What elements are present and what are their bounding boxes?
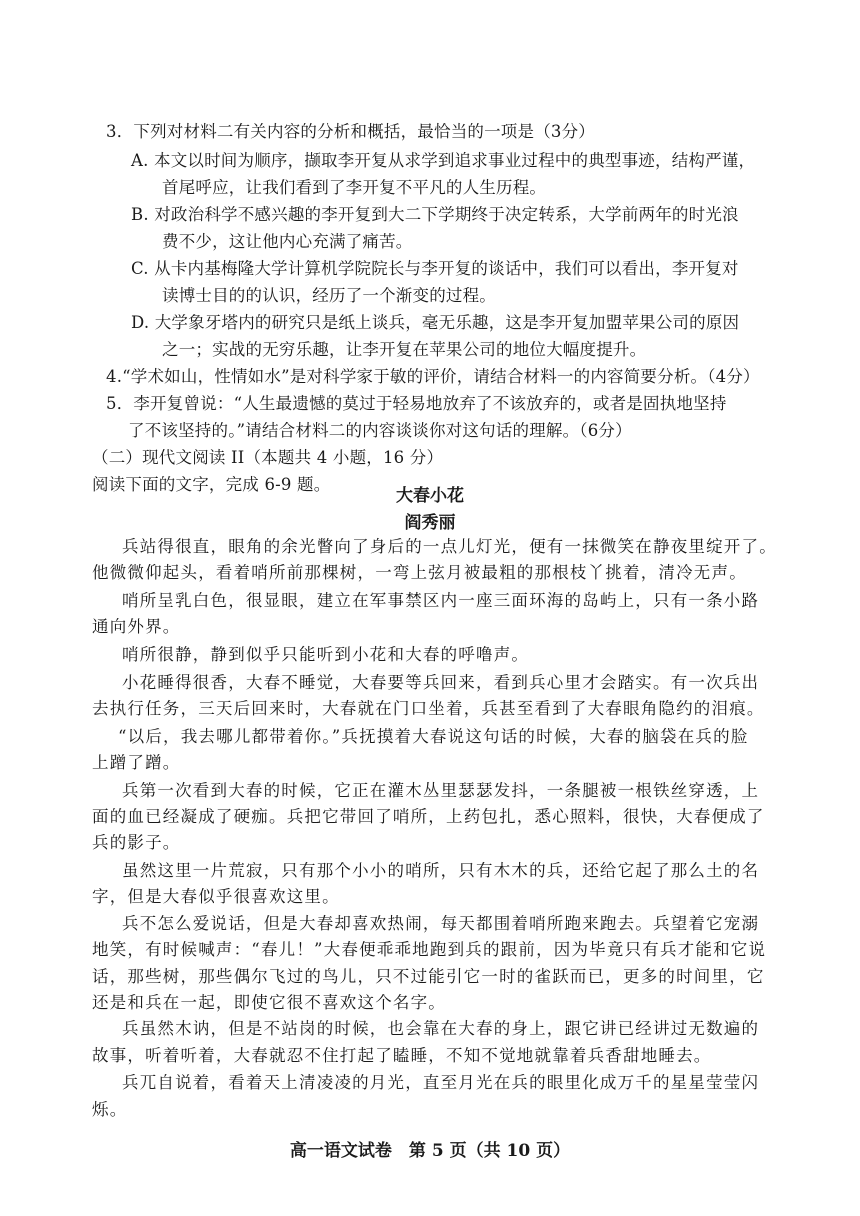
article-line: 字，但是大春似乎很喜欢这里。 — [92, 887, 340, 906]
question-3-option-c-line1: C. 从卡内基梅隆大学计算机学院院长与李开复的谈话中，我们可以看出，李开复对 — [131, 259, 739, 278]
article-line: 话，那些树，那些偶尔飞过的鸟儿，只不过能引它一时的雀跃而已，更多的时间里，它 — [92, 967, 765, 986]
article-line: 小花睡得很香，大春不睡觉，大春要等兵回来，看到兵心里才会踏实。有一次兵出 — [122, 673, 760, 692]
article-line: 去执行任务，三天后回来时，大春就在门口坐着，兵甚至看到了大春眼角隐约的泪痕。 — [92, 699, 765, 718]
article-line: 地笑，有时候喊声：“春儿！”大春便乖乖地跑到兵的跟前，因为毕竟只有兵才能和它说 — [92, 940, 767, 959]
question-5-line2: 了不该坚持的。”请结合材料二的内容谈谈你对这句话的理解。（6分） — [128, 421, 632, 440]
page-footer: 高一语文试卷 第 5 页（共 10 页） — [289, 1141, 571, 1161]
article-author: 阎秀丽 — [404, 513, 456, 533]
article-line: 兵虽然木讷，但是不站岗的时候，也会靠在大春的身上，跟它讲已经讲过无数遍的 — [122, 1019, 760, 1038]
article-line: 兵第一次看到大春的时候，它正在灌木丛里瑟瑟发抖，一条腿被一根铁丝穿透，上 — [122, 781, 760, 800]
section-heading: （二）现代文阅读 II（本题共 4 小题，16 分） — [92, 448, 444, 467]
question-3-option-d-line1: D. 大学象牙塔内的研究只是纸上谈兵，毫无乐趣，这是李开复加盟苹果公司的原因 — [131, 313, 740, 332]
article-line: 故事，听着听着，大春就忍不住打起了瞌睡，不知不觉地就靠着兵香甜地睡去。 — [92, 1046, 712, 1065]
question-3-option-b-line1: B. 对政治科学不感兴趣的李开复到大二下学期终于决定转系，大学前两年的时光浪 — [131, 205, 739, 224]
question-3-option-c-line2: 读博士目的的认识，经历了一个渐变的过程。 — [162, 286, 496, 305]
article-line: “以后，我去哪儿都带着你。”兵抚摸着大春说这句话的时候，大春的脑袋在兵的脸 — [118, 727, 749, 746]
question-3-option-b-line2: 费不少，这让他内心充满了痛苦。 — [162, 232, 413, 251]
article-line: 烁。 — [92, 1100, 128, 1119]
article-title: 大春小花 — [396, 486, 464, 506]
question-3-option-a-line2: 首尾呼应，让我们看到了李开复不平凡的人生历程。 — [162, 178, 547, 197]
reading-instruction: 阅读下面的文字，完成 6-9 题。 — [92, 475, 331, 494]
article-line: 通向外界。 — [92, 617, 181, 636]
article-line: 兵的影子。 — [92, 833, 181, 852]
article-line: 还是和兵在一起，即使它很不喜欢这个名字。 — [92, 993, 446, 1012]
question-3-option-d-line2: 之一；实战的无穷乐趣，让李开复在苹果公司的地位大幅度提升。 — [162, 340, 647, 359]
article-line: 哨所很静，静到似乎只能听到小花和大春的呼噜声。 — [122, 645, 530, 664]
article-line: 兵站得很直，眼角的余光瞥向了身后的一点儿灯光，便有一抹微笑在静夜里绽开了。 — [122, 537, 777, 556]
article-line: 哨所呈乳白色，很显眼，建立在军事禁区内一座三面环海的岛屿上，只有一条小路 — [122, 591, 760, 610]
article-line: 兵兀自说着，看着天上清凌凌的月光，直至月光在兵的眼里化成万千的星星莹莹闪 — [122, 1073, 760, 1092]
article-line: 兵不怎么爱说话，但是大春却喜欢热闹，每天都围着哨所跑来跑去。兵望着它宠溺 — [122, 914, 760, 933]
question-5-line1: 5．李开复曾说：“人生最遗憾的莫过于轻易地放弃了不该放弃的，或者是固执地坚持 — [106, 394, 727, 413]
article-line: 他微微仰起头，看着哨所前那棵树，一弯上弦月被最粗的那根枝丫挑着，清冷无声。 — [92, 563, 747, 582]
question-3-stem: 3．下列对材料二有关内容的分析和概括，最恰当的一项是（3分） — [106, 122, 595, 141]
article-line: 上蹭了蹭。 — [92, 753, 181, 772]
article-line: 面的血已经凝成了硬痂。兵把它带回了哨所，上药包扎，悉心照料，很快，大春便成了 — [92, 807, 765, 826]
question-4: 4.“学术如山，性情如水”是对科学家于敏的评价，请结合材料一的内容简要分析。（4分） — [106, 367, 760, 386]
question-3-option-a-line1: A. 本文以时间为顺序，撷取李开复从求学到追求事业过程中的典型事迹，结构严谨， — [131, 151, 756, 170]
article-line: 虽然这里一片荒寂，只有那个小小的哨所，只有木木的兵，还给它起了那么土的名 — [122, 861, 760, 880]
